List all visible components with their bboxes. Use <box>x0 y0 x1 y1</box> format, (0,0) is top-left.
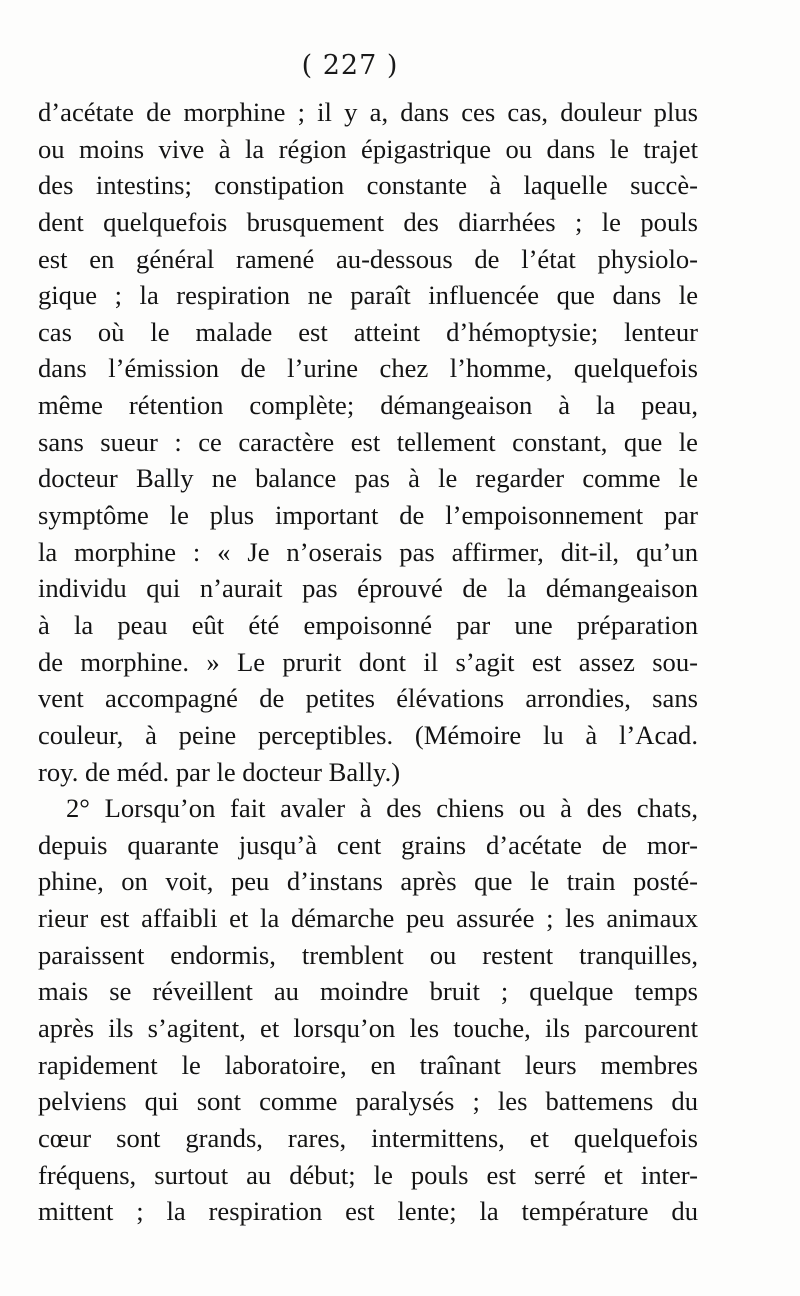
text-line: depuis quarante jusqu’à cent grains d’acétate de mor- <box>38 829 698 860</box>
text-line: après ils s’agitent, et lorsqu’on les touche, ils parcourent <box>38 1013 698 1044</box>
text-line: mais se réveillent au moindre bruit ; quelque temps <box>38 976 698 1007</box>
text-line: roy. de méd. par le docteur Bally.) <box>38 756 401 787</box>
text-line: vent accompagné de petites élévations arrondies, sans <box>38 683 698 714</box>
text-line: sans sueur : ce caractère est tellement constant, que le <box>38 426 698 457</box>
page-number: ( 227 ) <box>301 50 399 81</box>
text-line: cœur sont grands, rares, intermittens, et quelquefois <box>38 1122 698 1153</box>
text-line: rieur est affaibli et la démarche peu assurée ; les animaux <box>38 903 698 934</box>
text-line: docteur Bally ne balance pas à le regarder comme le <box>38 463 698 494</box>
text-line: ou moins vive à la région épigastrique ou dans le trajet <box>38 133 698 164</box>
text-line: dans l’émission de l’urine chez l’homme, quelquefois <box>38 353 698 384</box>
text-line: des intestins; constipation constante à laquelle succè- <box>38 170 698 201</box>
text-line: même rétention complète; démangeaison à la peau, <box>38 390 698 421</box>
text-line: mittent ; la respiration est lente; la température du <box>38 1196 698 1227</box>
text-line: gique ; la respiration ne paraît influencée que dans le <box>38 280 698 311</box>
text-line: fréquens, surtout au début; le pouls est serré et inter- <box>38 1159 698 1190</box>
text-line: paraissent endormis, tremblent ou restent tranquilles, <box>38 939 698 970</box>
text-line: la morphine : « Je n’oserais pas affirmer, dit-il, qu’un <box>38 536 698 567</box>
text-line: pelviens qui sont comme paralysés ; les battemens du <box>38 1086 698 1117</box>
text-line: 2° Lorsqu’on fait avaler à des chiens ou à des chats, <box>66 793 698 824</box>
text-line: cas où le malade est atteint d’hémoptysie; lenteur <box>38 316 698 347</box>
text-line: symptôme le plus important de l’empoisonnement par <box>38 500 698 531</box>
text-line: d’acétate de morphine ; il y a, dans ces cas, douleur plus <box>38 97 698 127</box>
text-line: couleur, à peine perceptibles. (Mémoire lu à l’Acad. <box>38 719 698 750</box>
text-line: rapidement le laboratoire, en traînant leurs membres <box>38 1049 698 1080</box>
text-line: dent quelquefois brusquement des diarrhées ; le pouls <box>38 206 698 237</box>
text-line: est en général ramené au-dessous de l’état physiolo- <box>38 243 698 274</box>
text-line: phine, on voit, peu d’instans après que le train posté- <box>38 866 698 897</box>
text-line: à la peau eût été empoisonné par une préparation <box>38 609 698 640</box>
text-line: de morphine. » Le prurit dont il s’agit est assez sou- <box>38 646 698 677</box>
text-line: individu qui n’aurait pas éprouvé de la démangeaison <box>38 573 698 604</box>
page-body <box>38 94 698 1230</box>
